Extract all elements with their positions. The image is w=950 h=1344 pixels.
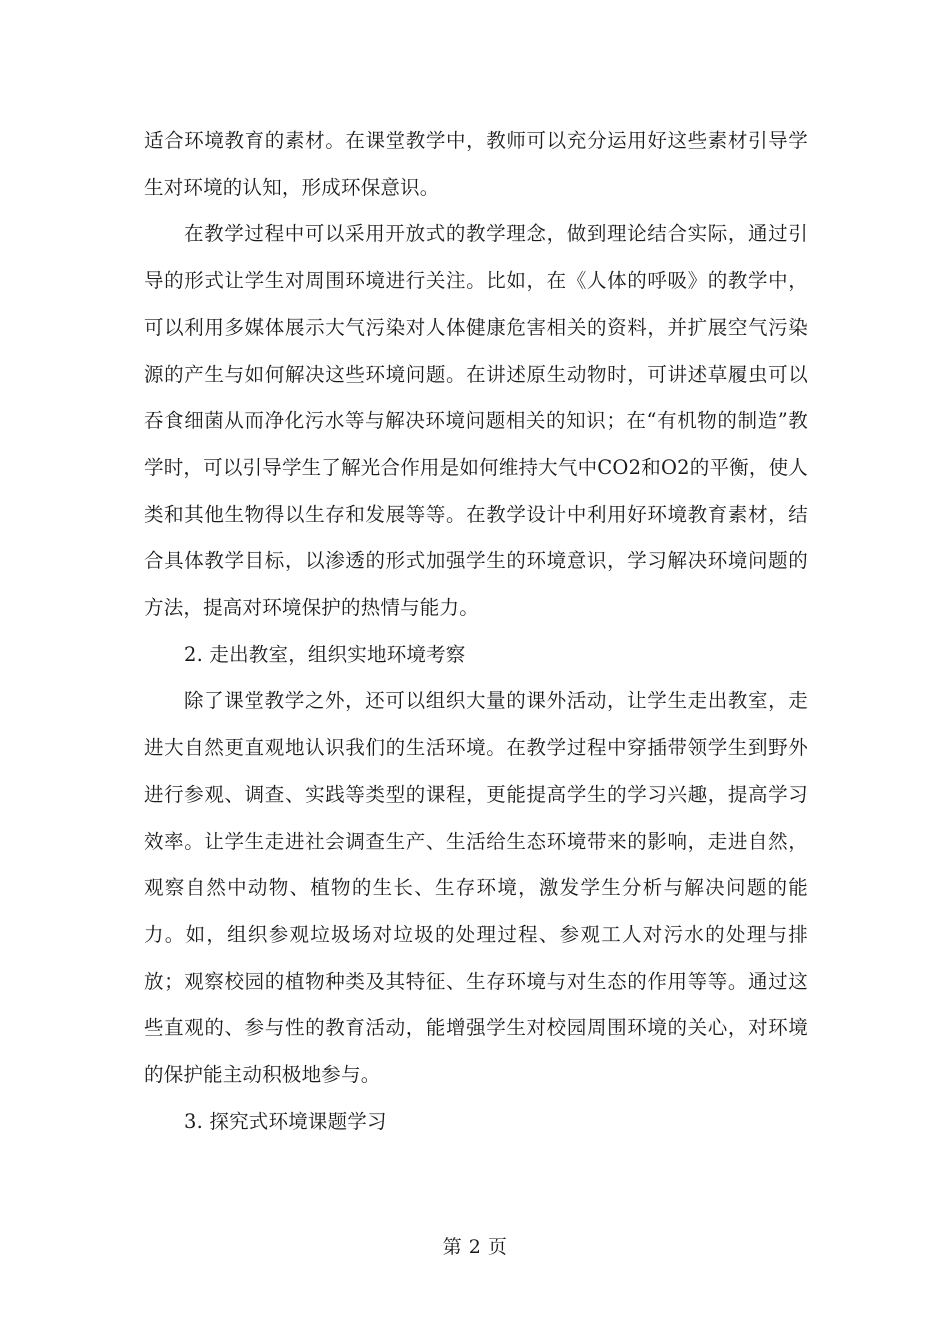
- paragraph-classroom-teaching: 在教学过程中可以采用开放式的教学理念，做到理论结合实际，通过引导的形式让学生对周围环境进行关注。比如，在《人体的呼吸》的教学中，可以利用多媒体展示大气污染对人体健康危害相关的资料，并扩展空气污染源的产生与如何解决这些环境问题。在讲述原生动物时，可讲述草履虫可以吞食细菌从而净化污水等与解决环境问题相关的知识；在“有机物的制造”教学时，可以引导学生了解光合作用是如何维持大气中CO2和O2的平衡，使人类和其他生物得以生存和发展等等。在教学设计中利用好环境教育素材，结合具体教学目标，以渗透的形式加强学生的环境意识，学习解决环境问题的方法，提高对环境保护的热情与能力。: [144, 222, 808, 620]
- page-number-footer: 第 2 页: [442, 1236, 508, 1258]
- paragraph-field-study: 除了课堂教学之外，还可以组织大量的课外活动，让学生走出教室，走进大自然更直观地认识我们的生活环境。在教学过程中穿插带领学生到野外进行参观、调查、实践等类型的课程，更能提高学生的学习兴趣，提高学习效率。让学生走进社会调查生产、生活给生态环境带来的影响，走进自然，观察自然中动物、植物的生长、生存环境，激发学生分析与解决问题的能力。如，组织参观垃圾场对垃圾的处理过程、参观工人对污水的处理与排放；观察校园的植物种类及其特征、生存环境与对生态的作用等等。通过这些直观的、参与性的教育活动，能增强学生对校园周围环境的关心，对环境的保护能主动积极地参与。: [144, 689, 808, 1087]
- paragraph-continuation: 适合环境教育的素材。在课堂教学中，教师可以充分运用好这些素材引导学生对环境的认知，形成环保意识。: [144, 129, 808, 199]
- section-heading-3: 3. 探究式环境课题学习: [184, 1109, 387, 1133]
- section-heading-2: 2. 走出教室，组织实地环境考察: [184, 642, 466, 666]
- document-body: [144, 118, 808, 1145]
